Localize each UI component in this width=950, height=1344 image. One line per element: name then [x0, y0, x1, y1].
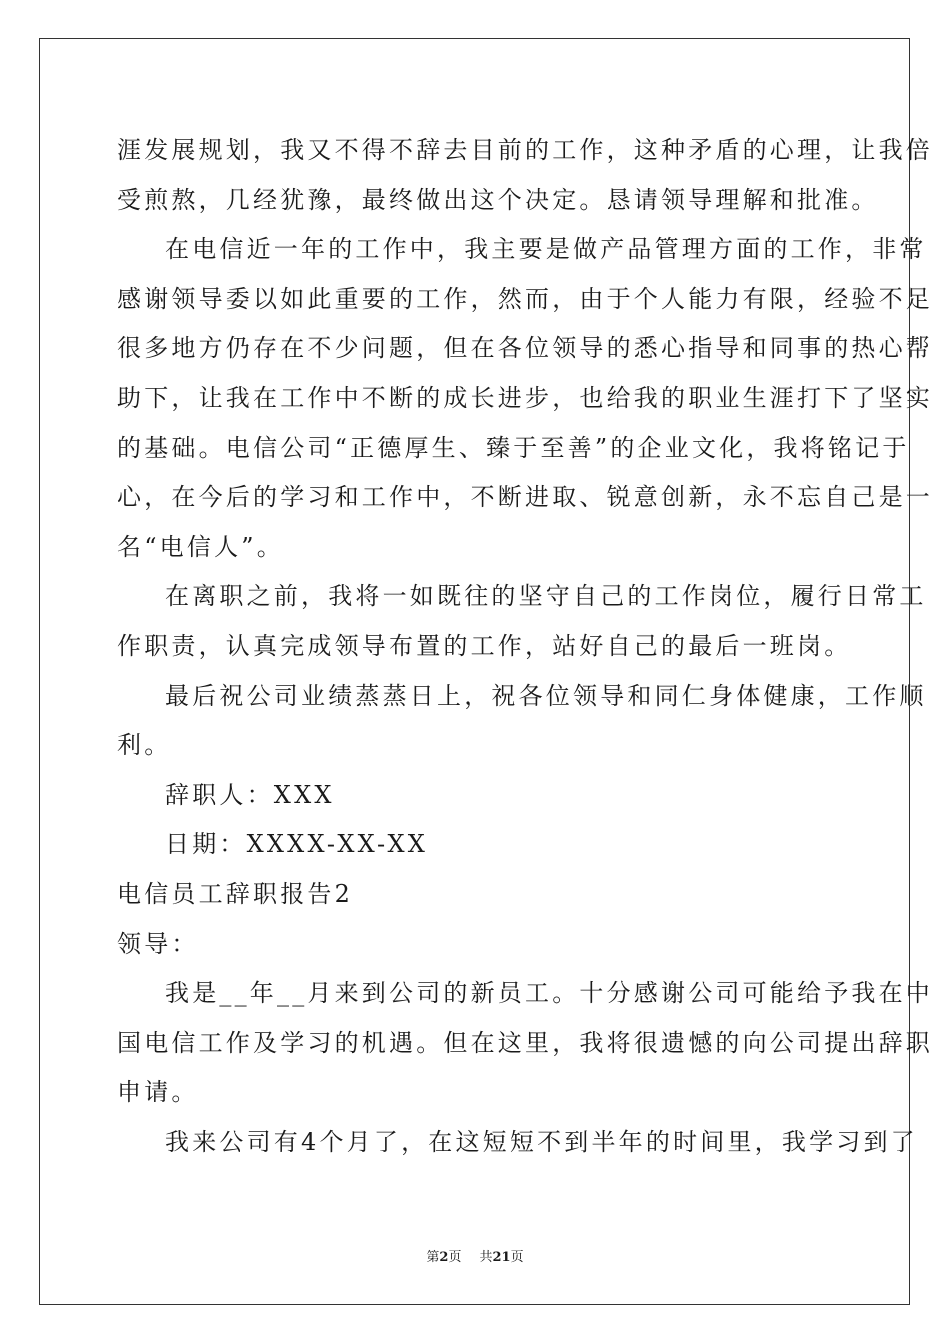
text-line: 助下，让我在工作中不断的成长进步，也给我的职业生涯打下了坚实 — [117, 383, 933, 412]
text-line: 涯发展规划，我又不得不辞去目前的工作，这种矛盾的心理，让我倍 — [117, 136, 933, 164]
page-suffix: 页 — [448, 1250, 462, 1265]
total-suffix: 页 — [510, 1250, 524, 1265]
text-line: 在离职之前，我将一如既往的坚守自己的工作岗位，履行日常工 — [165, 582, 927, 611]
text-line: 受煎熬，几经犹豫，最终做出这个决定。恳请领导理解和批准。 — [117, 185, 879, 214]
text-line: 很多地方仍存在不少问题，但在各位领导的悉心指导和同事的热心帮 — [117, 334, 933, 363]
text-line: 利。 — [117, 731, 172, 760]
text-line: 我是__年__月来到公司的新员工。十分感谢公司可能给予我在中 — [165, 979, 933, 1008]
text-line: 最后祝公司业绩蒸蒸日上，祝各位领导和同仁身体健康，工作顺 — [165, 681, 927, 710]
signature-line: 辞职人：XXX — [165, 780, 335, 809]
document-body — [117, 126, 933, 1167]
date-line: 日期：XXXX-XX-XX — [165, 830, 429, 859]
page-total: 21 — [492, 1250, 511, 1265]
text-line: 我来公司有4个月了，在这短短不到半年的时间里，我学习到了 — [165, 1127, 918, 1156]
text-line: 感谢领导委以如此重要的工作，然而，由于个人能力有限，经验不足 — [117, 284, 933, 313]
text-line: 心，在今后的学习和工作中，不断进取、锐意创新，永不忘自己是一 — [117, 483, 933, 512]
page-prefix: 第 — [426, 1250, 440, 1265]
page-footer — [0, 1246, 950, 1265]
text-line: 名“电信人”。 — [117, 532, 284, 561]
text-line: 申请。 — [117, 1078, 199, 1107]
text-line: 国电信工作及学习的机遇。但在这里，我将很遗憾的向公司提出辞职 — [117, 1028, 933, 1057]
salutation: 领导： — [117, 929, 199, 958]
text-line: 的基础。电信公司“正德厚生、臻于至善”的企业文化，我将铭记于 — [117, 433, 910, 462]
section-title: 电信员工辞职报告2 — [117, 879, 354, 908]
page-current: 2 — [439, 1250, 449, 1265]
text-line: 作职责，认真完成领导布置的工作，站好自己的最后一班岗。 — [117, 631, 852, 660]
text-line: 在电信近一年的工作中，我主要是做产品管理方面的工作，非常 — [165, 235, 927, 264]
total-prefix: 共 — [479, 1250, 493, 1265]
